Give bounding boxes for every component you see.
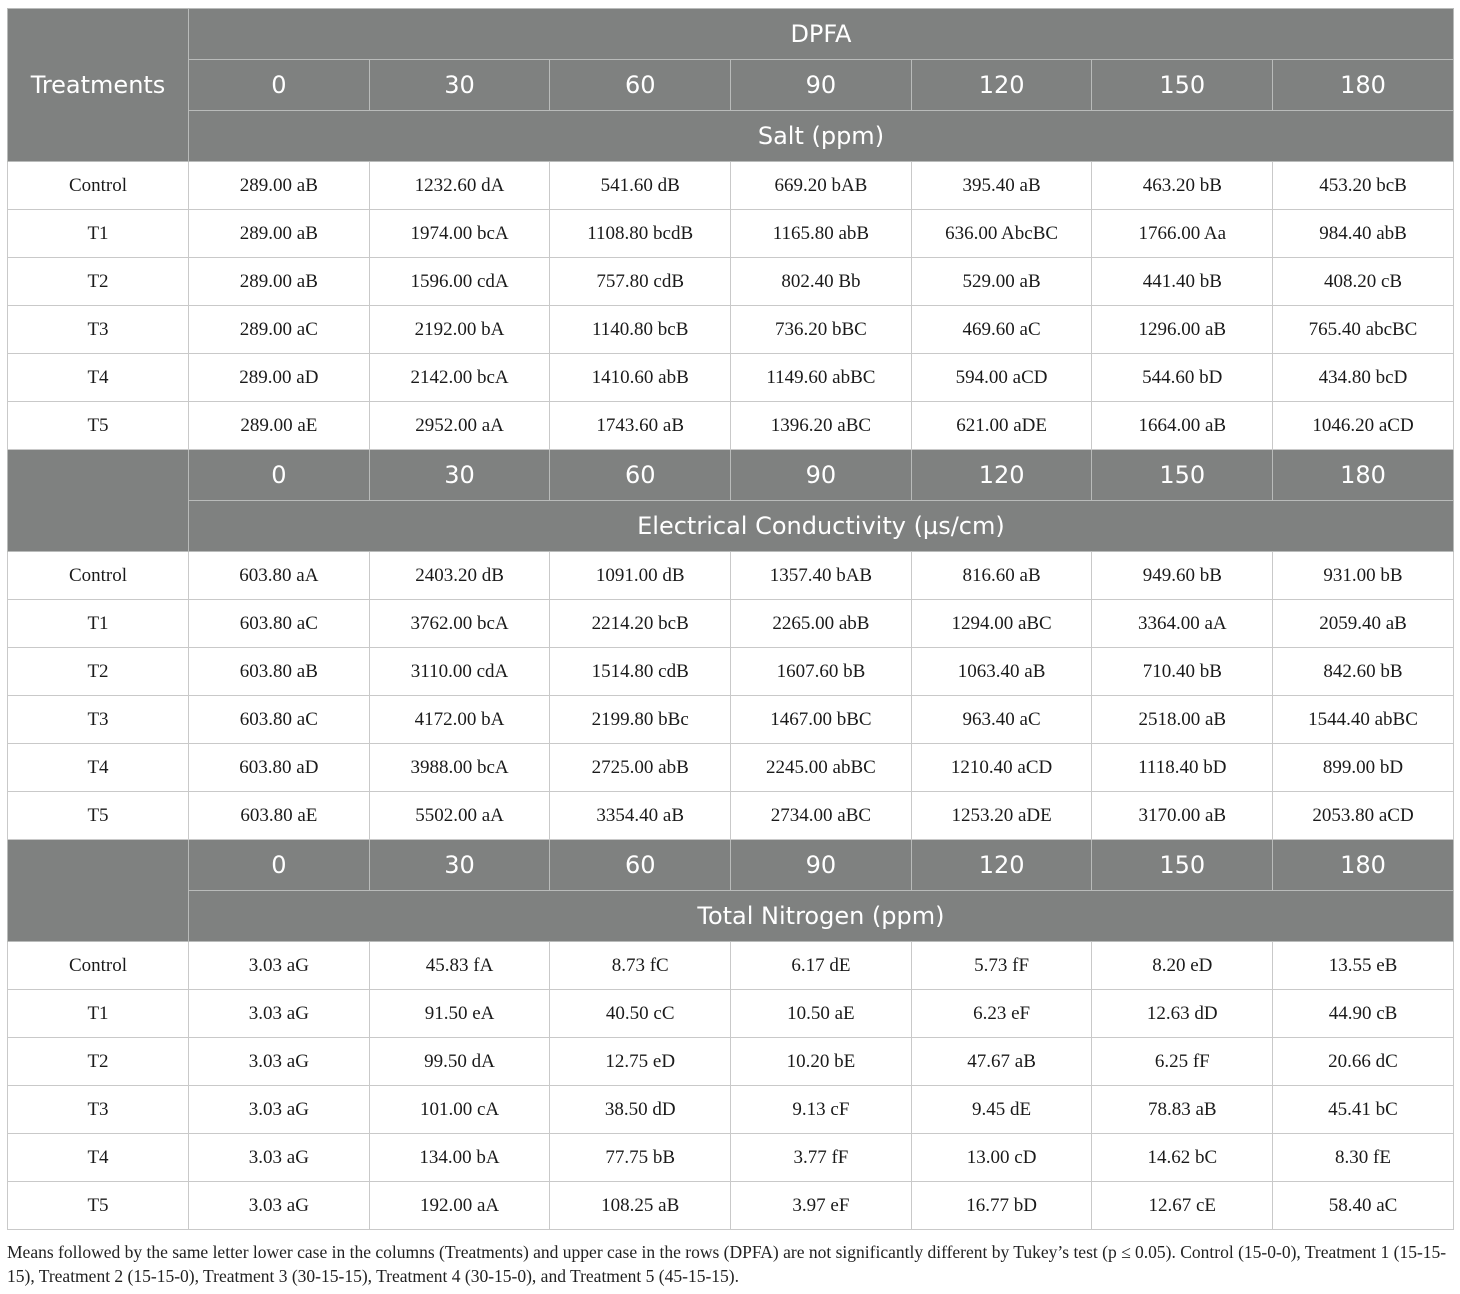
table-row	[8, 648, 1454, 696]
table-row	[8, 990, 1454, 1038]
treatment-cell: T3	[8, 696, 189, 744]
value-cell: 2518.00 aB	[1092, 696, 1273, 744]
table-row	[8, 258, 1454, 306]
value-cell: 1544.40 abBC	[1273, 696, 1454, 744]
day-header: 180	[1273, 60, 1454, 111]
value-cell: 434.80 bcD	[1273, 354, 1454, 402]
value-cell: 1766.00 Aa	[1092, 210, 1273, 258]
value-cell: 603.80 aB	[189, 648, 370, 696]
value-cell: 603.80 aD	[189, 744, 370, 792]
value-cell: 1357.40 bAB	[731, 552, 912, 600]
value-cell: 2734.00 aBC	[731, 792, 912, 840]
treatment-cell: T5	[8, 1182, 189, 1230]
treatments-header-blank	[8, 450, 189, 552]
section-title-row	[8, 501, 1454, 552]
value-cell: 16.77 bD	[911, 1182, 1092, 1230]
section-title: Salt (ppm)	[189, 111, 1454, 162]
value-cell: 3354.40 aB	[550, 792, 731, 840]
day-header: 60	[550, 840, 731, 891]
value-cell: 541.60 dB	[550, 162, 731, 210]
value-cell: 10.20 bE	[731, 1038, 912, 1086]
value-cell: 603.80 aC	[189, 696, 370, 744]
value-cell: 289.00 aB	[189, 210, 370, 258]
results-table-container	[7, 8, 1453, 1230]
value-cell: 289.00 aB	[189, 258, 370, 306]
value-cell: 134.00 bA	[369, 1134, 550, 1182]
value-cell: 2142.00 bcA	[369, 354, 550, 402]
value-cell: 99.50 dA	[369, 1038, 550, 1086]
table-row	[8, 210, 1454, 258]
value-cell: 2192.00 bA	[369, 306, 550, 354]
table-row	[8, 1182, 1454, 1230]
table-row	[8, 1086, 1454, 1134]
value-cell: 1410.60 abB	[550, 354, 731, 402]
value-cell: 408.20 cB	[1273, 258, 1454, 306]
value-cell: 1467.00 bBC	[731, 696, 912, 744]
value-cell: 1607.60 bB	[731, 648, 912, 696]
value-cell: 3.97 eF	[731, 1182, 912, 1230]
value-cell: 2059.40 aB	[1273, 600, 1454, 648]
treatment-cell: T5	[8, 792, 189, 840]
value-cell: 3.03 aG	[189, 1182, 370, 1230]
value-cell: 594.00 aCD	[911, 354, 1092, 402]
day-header: 60	[550, 60, 731, 111]
value-cell: 1140.80 bcB	[550, 306, 731, 354]
value-cell: 45.41 bC	[1273, 1086, 1454, 1134]
value-cell: 603.80 aA	[189, 552, 370, 600]
value-cell: 1743.60 aB	[550, 402, 731, 450]
value-cell: 20.66 dC	[1273, 1038, 1454, 1086]
value-cell: 395.40 aB	[911, 162, 1092, 210]
treatment-cell: T4	[8, 1134, 189, 1182]
value-cell: 47.67 aB	[911, 1038, 1092, 1086]
header-row-days	[8, 450, 1454, 501]
value-cell: 10.50 aE	[731, 990, 912, 1038]
treatment-cell: T2	[8, 1038, 189, 1086]
treatment-cell: T3	[8, 1086, 189, 1134]
value-cell: 3110.00 cdA	[369, 648, 550, 696]
day-header: 60	[550, 450, 731, 501]
treatment-cell: T1	[8, 600, 189, 648]
value-cell: 8.20 eD	[1092, 942, 1273, 990]
value-cell: 544.60 bD	[1092, 354, 1273, 402]
value-cell: 636.00 AbcBC	[911, 210, 1092, 258]
value-cell: 1210.40 aCD	[911, 744, 1092, 792]
value-cell: 3170.00 aB	[1092, 792, 1273, 840]
value-cell: 38.50 dD	[550, 1086, 731, 1134]
day-header: 30	[369, 60, 550, 111]
treatment-cell: T2	[8, 648, 189, 696]
value-cell: 963.40 aC	[911, 696, 1092, 744]
value-cell: 765.40 abcBC	[1273, 306, 1454, 354]
treatment-cell: T4	[8, 354, 189, 402]
value-cell: 757.80 cdB	[550, 258, 731, 306]
header-row-days	[8, 60, 1454, 111]
value-cell: 6.25 fF	[1092, 1038, 1273, 1086]
value-cell: 529.00 aB	[911, 258, 1092, 306]
treatments-header: Treatments	[8, 9, 189, 162]
day-header: 90	[731, 60, 912, 111]
treatment-cell: Control	[8, 552, 189, 600]
header-row-dpfa	[8, 9, 1454, 60]
value-cell: 1165.80 abB	[731, 210, 912, 258]
value-cell: 603.80 aE	[189, 792, 370, 840]
value-cell: 1091.00 dB	[550, 552, 731, 600]
table-row	[8, 744, 1454, 792]
day-header: 120	[911, 840, 1092, 891]
table-row	[8, 354, 1454, 402]
value-cell: 1396.20 aBC	[731, 402, 912, 450]
value-cell: 78.83 aB	[1092, 1086, 1273, 1134]
day-header: 90	[731, 450, 912, 501]
value-cell: 3762.00 bcA	[369, 600, 550, 648]
table-row	[8, 402, 1454, 450]
table-row	[8, 600, 1454, 648]
value-cell: 45.83 fA	[369, 942, 550, 990]
value-cell: 603.80 aC	[189, 600, 370, 648]
value-cell: 91.50 eA	[369, 990, 550, 1038]
value-cell: 984.40 abB	[1273, 210, 1454, 258]
value-cell: 6.17 dE	[731, 942, 912, 990]
value-cell: 1664.00 aB	[1092, 402, 1273, 450]
value-cell: 621.00 aDE	[911, 402, 1092, 450]
day-header: 180	[1273, 450, 1454, 501]
value-cell: 842.60 bB	[1273, 648, 1454, 696]
value-cell: 3.03 aG	[189, 1038, 370, 1086]
value-cell: 8.30 fE	[1273, 1134, 1454, 1182]
value-cell: 463.20 bB	[1092, 162, 1273, 210]
day-header: 150	[1092, 450, 1273, 501]
value-cell: 453.20 bcB	[1273, 162, 1454, 210]
value-cell: 3.03 aG	[189, 1086, 370, 1134]
value-cell: 710.40 bB	[1092, 648, 1273, 696]
header-row-days	[8, 840, 1454, 891]
value-cell: 2952.00 aA	[369, 402, 550, 450]
table-row	[8, 552, 1454, 600]
value-cell: 816.60 aB	[911, 552, 1092, 600]
value-cell: 1296.00 aB	[1092, 306, 1273, 354]
value-cell: 9.13 cF	[731, 1086, 912, 1134]
value-cell: 2245.00 abBC	[731, 744, 912, 792]
treatment-cell: T5	[8, 402, 189, 450]
value-cell: 2725.00 abB	[550, 744, 731, 792]
value-cell: 12.63 dD	[1092, 990, 1273, 1038]
value-cell: 1118.40 bD	[1092, 744, 1273, 792]
value-cell: 2214.20 bcB	[550, 600, 731, 648]
treatment-cell: T4	[8, 744, 189, 792]
value-cell: 931.00 bB	[1273, 552, 1454, 600]
table-row	[8, 792, 1454, 840]
value-cell: 802.40 Bb	[731, 258, 912, 306]
value-cell: 3364.00 aA	[1092, 600, 1273, 648]
value-cell: 2403.20 dB	[369, 552, 550, 600]
value-cell: 1294.00 aBC	[911, 600, 1092, 648]
value-cell: 108.25 aB	[550, 1182, 731, 1230]
value-cell: 289.00 aC	[189, 306, 370, 354]
value-cell: 2265.00 abB	[731, 600, 912, 648]
value-cell: 6.23 eF	[911, 990, 1092, 1038]
value-cell: 1974.00 bcA	[369, 210, 550, 258]
value-cell: 101.00 cA	[369, 1086, 550, 1134]
treatment-cell: Control	[8, 942, 189, 990]
value-cell: 5502.00 aA	[369, 792, 550, 840]
day-header: 120	[911, 60, 1092, 111]
value-cell: 12.67 cE	[1092, 1182, 1273, 1230]
dpfa-header: DPFA	[189, 9, 1454, 60]
treatment-cell: Control	[8, 162, 189, 210]
treatment-cell: T3	[8, 306, 189, 354]
value-cell: 9.45 dE	[911, 1086, 1092, 1134]
table-footnote: Means followed by the same letter lower case in the columns (Treatments) and upper case in the rows (DPFA) are not significantly different by Tukey’s test (p ≤ 0.05). Control (15-0-0), Treatment 1 (15-15-15), Treatment 2 (15-15-0), Treatment 3 (30-15-15), Treatment 4 (30-15-0), and Treatment 5 (45-15-15).	[7, 1242, 1447, 1286]
day-header: 0	[189, 840, 370, 891]
value-cell: 669.20 bAB	[731, 162, 912, 210]
value-cell: 8.73 fC	[550, 942, 731, 990]
value-cell: 3988.00 bcA	[369, 744, 550, 792]
value-cell: 289.00 aD	[189, 354, 370, 402]
treatment-cell: T1	[8, 210, 189, 258]
day-header: 150	[1092, 840, 1273, 891]
value-cell: 1253.20 aDE	[911, 792, 1092, 840]
treatments-header-blank	[8, 840, 189, 942]
table-row	[8, 162, 1454, 210]
value-cell: 13.00 cD	[911, 1134, 1092, 1182]
value-cell: 2199.80 bBc	[550, 696, 731, 744]
value-cell: 949.60 bB	[1092, 552, 1273, 600]
table-body	[8, 9, 1454, 1230]
value-cell: 44.90 cB	[1273, 990, 1454, 1038]
value-cell: 289.00 aB	[189, 162, 370, 210]
value-cell: 1063.40 aB	[911, 648, 1092, 696]
table-row	[8, 1038, 1454, 1086]
value-cell: 77.75 bB	[550, 1134, 731, 1182]
value-cell: 192.00 aA	[369, 1182, 550, 1230]
value-cell: 5.73 fF	[911, 942, 1092, 990]
value-cell: 13.55 eB	[1273, 942, 1454, 990]
value-cell: 40.50 cC	[550, 990, 731, 1038]
day-header: 30	[369, 840, 550, 891]
value-cell: 1046.20 aCD	[1273, 402, 1454, 450]
day-header: 180	[1273, 840, 1454, 891]
value-cell: 4172.00 bA	[369, 696, 550, 744]
table-row	[8, 696, 1454, 744]
section-title-row	[8, 111, 1454, 162]
value-cell: 289.00 aE	[189, 402, 370, 450]
value-cell: 3.03 aG	[189, 990, 370, 1038]
results-table	[7, 8, 1454, 1230]
value-cell: 1232.60 dA	[369, 162, 550, 210]
treatment-cell: T1	[8, 990, 189, 1038]
value-cell: 736.20 bBC	[731, 306, 912, 354]
value-cell: 12.75 eD	[550, 1038, 731, 1086]
day-header: 150	[1092, 60, 1273, 111]
value-cell: 3.03 aG	[189, 1134, 370, 1182]
value-cell: 1514.80 cdB	[550, 648, 731, 696]
section-title: Total Nitrogen (ppm)	[189, 891, 1454, 942]
value-cell: 1596.00 cdA	[369, 258, 550, 306]
value-cell: 3.77 fF	[731, 1134, 912, 1182]
value-cell: 1149.60 abBC	[731, 354, 912, 402]
value-cell: 3.03 aG	[189, 942, 370, 990]
day-header: 0	[189, 450, 370, 501]
section-title: Electrical Conductivity (µs/cm)	[189, 501, 1454, 552]
day-header: 120	[911, 450, 1092, 501]
table-row	[8, 942, 1454, 990]
section-title-row	[8, 891, 1454, 942]
day-header: 0	[189, 60, 370, 111]
value-cell: 1108.80 bcdB	[550, 210, 731, 258]
table-row	[8, 1134, 1454, 1182]
value-cell: 14.62 bC	[1092, 1134, 1273, 1182]
value-cell: 58.40 aC	[1273, 1182, 1454, 1230]
day-header: 90	[731, 840, 912, 891]
value-cell: 2053.80 aCD	[1273, 792, 1454, 840]
table-row	[8, 306, 1454, 354]
value-cell: 441.40 bB	[1092, 258, 1273, 306]
value-cell: 899.00 bD	[1273, 744, 1454, 792]
value-cell: 469.60 aC	[911, 306, 1092, 354]
day-header: 30	[369, 450, 550, 501]
treatment-cell: T2	[8, 258, 189, 306]
